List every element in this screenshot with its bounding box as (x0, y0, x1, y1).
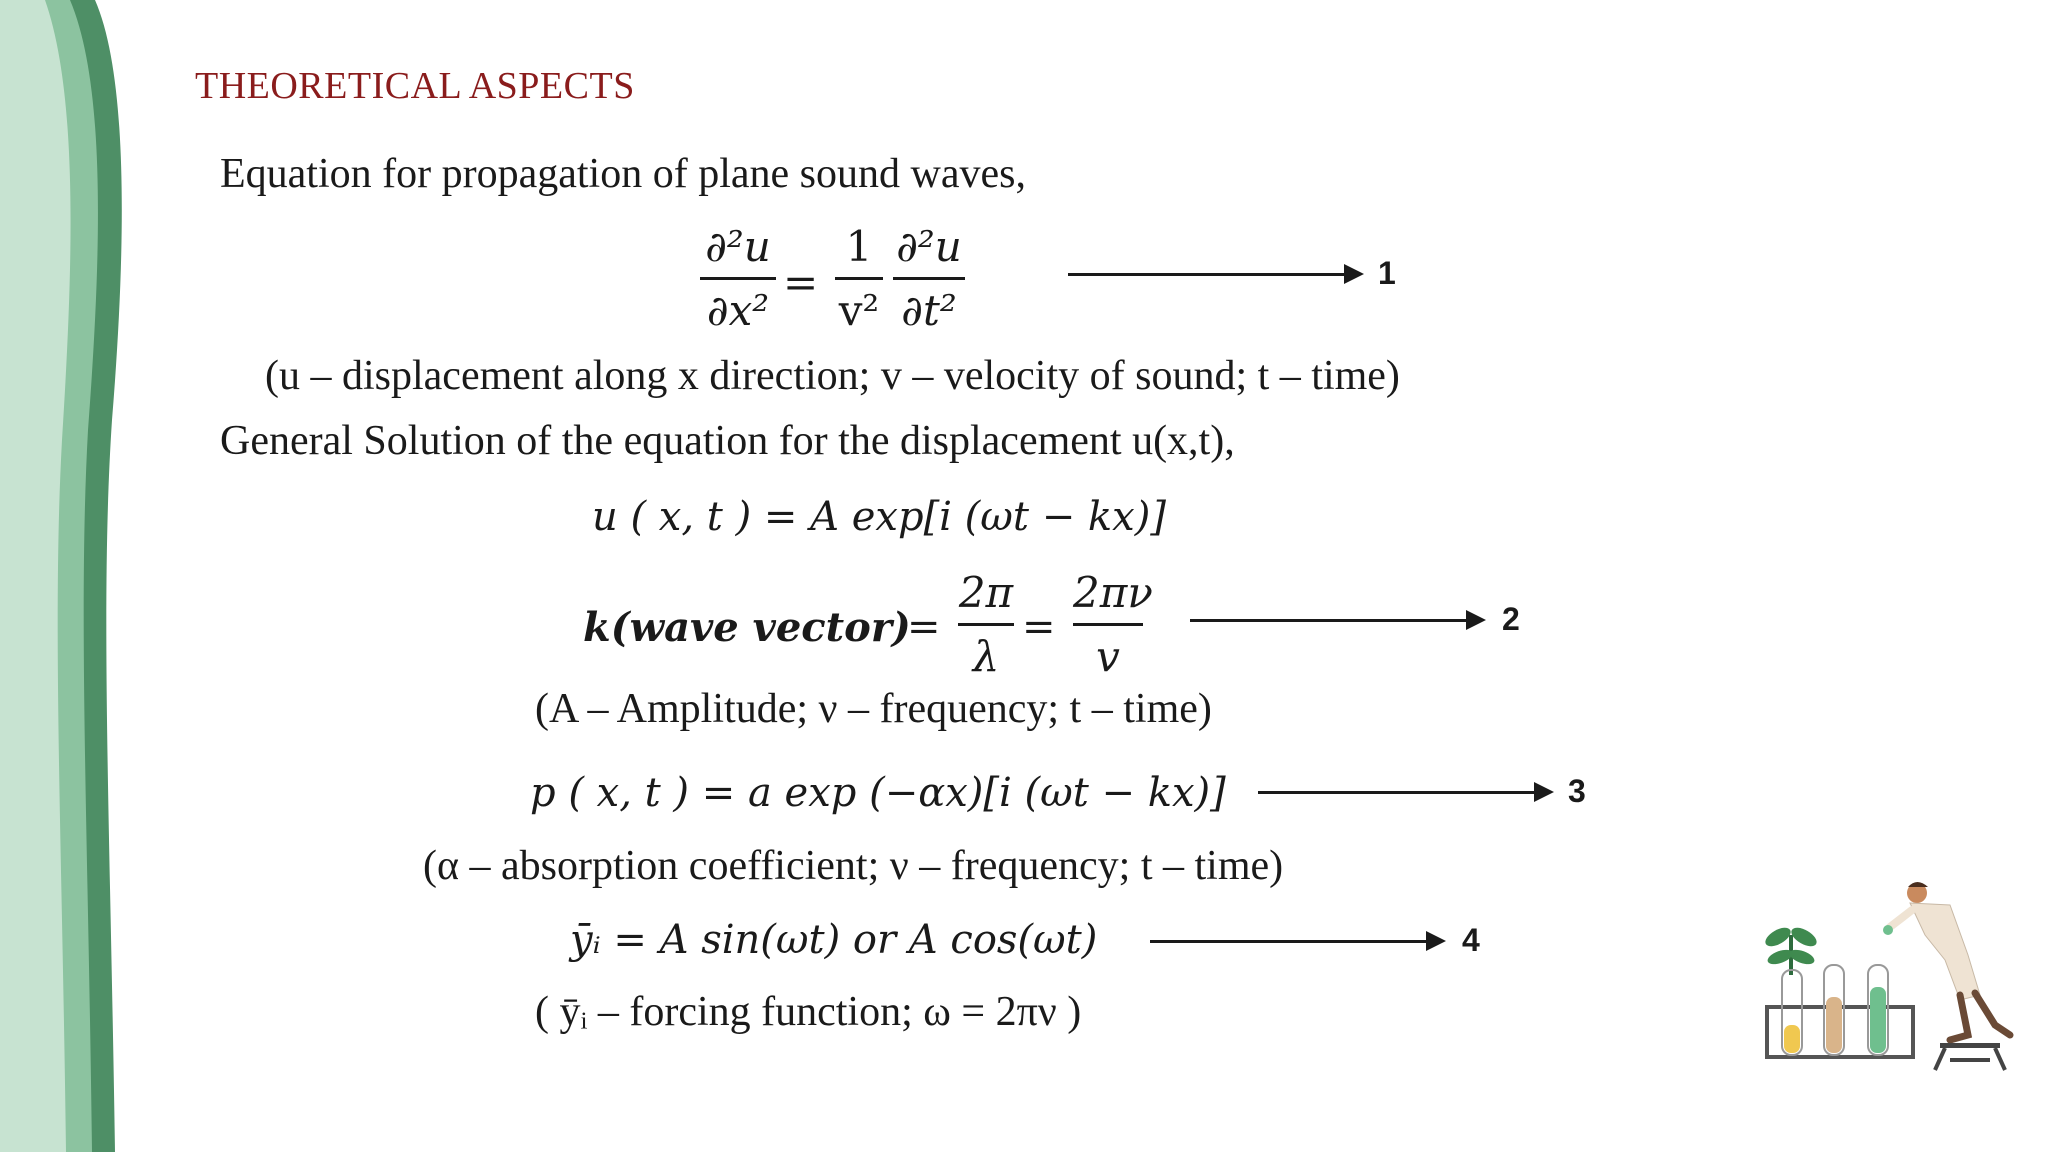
eq1-arrow (1068, 273, 1360, 276)
eq1-lhs-numerator: ∂²u (705, 222, 771, 271)
eq4-number: 4 (1462, 922, 1480, 958)
legend-3: (α – absorption coefficient; ν – frequency; t – time) (423, 843, 1284, 889)
eq2-arrow (1190, 619, 1482, 622)
equation-3: p ( x, t ) = a exp (−αx)[i (ωt − kx)] (530, 770, 1226, 816)
eq2-lhs (583, 604, 911, 651)
eq2-number: 2 (1502, 601, 1520, 637)
eq2-f1-fraction (958, 568, 1014, 681)
eq2-f1-numerator: 2π (958, 568, 1014, 617)
eq2-f2-fraction (1073, 568, 1153, 681)
eq1-number: 1 (1378, 255, 1396, 291)
legend-4: ( ȳᵢ – forcing function; ω = 2πν ) (535, 989, 1082, 1035)
eq2-wave-vector: (wave vector) (610, 604, 911, 651)
eq1-lhs-fraction (700, 222, 776, 335)
eq2-f2-numerator: 2πν (1073, 568, 1153, 617)
eq3-number: 3 (1568, 773, 1586, 809)
eq2-equals-b: = (1022, 604, 1056, 650)
eq1-r1-numerator: 1 (845, 222, 873, 271)
eq2-equals: = (907, 604, 941, 650)
general-solution-text: General Solution of the equation for the displacement u(x,t), (220, 418, 1235, 464)
slide-title: THEORETICAL ASPECTS (195, 65, 635, 107)
eq1-r2-denominator: ∂t² (901, 286, 957, 335)
eq1-equals: = (783, 258, 819, 307)
eq1-r1-denominator: v² (838, 286, 880, 335)
eq2-f1-denominator: λ (972, 632, 1000, 681)
intro-text: Equation for propagation of plane sound waves, (220, 151, 1026, 197)
scientist-illustration (1740, 875, 2040, 1075)
eq2-f2-denominator: v (1096, 632, 1120, 681)
equation-4: ȳᵢ = A sin(ωt) or A cos(ωt) (570, 917, 1098, 963)
eq4-arrow (1150, 940, 1442, 943)
left-decorative-bands (0, 0, 140, 1152)
eq3-arrow (1258, 791, 1550, 794)
eq1-r1-fraction (835, 222, 883, 335)
legend-2: (A – Amplitude; ν – frequency; t – time) (535, 686, 1212, 732)
eq2-k: k (583, 604, 611, 651)
legend-1: (u – displacement along x direction; v – velocity of sound; t – time) (265, 353, 1400, 399)
eq1-lhs-denominator: ∂x² (706, 286, 770, 335)
eq1-r2-fraction (893, 222, 965, 335)
equation-u: u ( x, t ) = A exp[i (ωt − kx)] (592, 494, 1166, 540)
eq1-r2-numerator: ∂²u (896, 222, 962, 271)
